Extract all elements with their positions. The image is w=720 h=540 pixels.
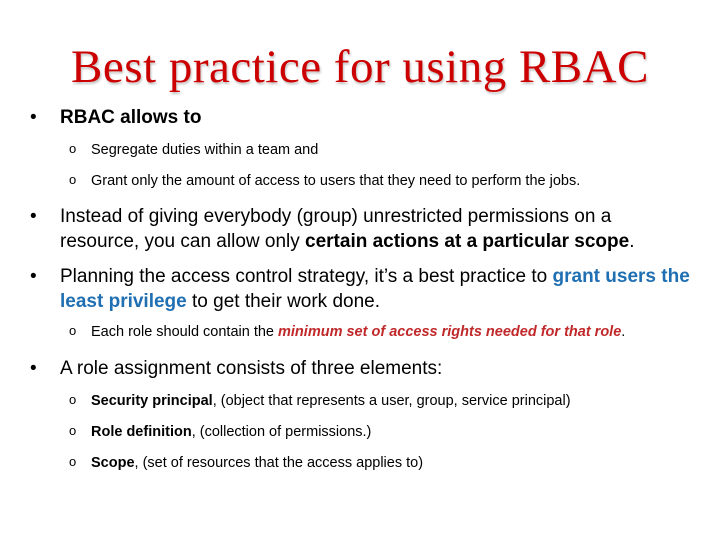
bullet-dot: • — [30, 266, 37, 287]
slide-title: Best practice for using RBAC — [71, 41, 649, 93]
bullet-planning — [30, 264, 695, 314]
bullet-text: RBAC allows to — [60, 107, 202, 128]
sub-bullet-bold: Role definition — [91, 424, 192, 440]
bullet-rbac-allows — [30, 105, 700, 130]
sub-bullet-scope — [69, 453, 711, 473]
sub-bullet-emphasis: minimum set of access rights needed for that role — [278, 324, 622, 340]
bullet-role-assignment — [30, 356, 700, 381]
bullet-dot: • — [30, 107, 37, 128]
sub-bullet-marker: o — [69, 323, 77, 338]
bullet-blue-text: grant users the least privilege — [60, 266, 690, 312]
sub-bullet-text: Segregate duties within a team and — [91, 142, 319, 158]
sub-bullet-text: , (set of resources that the access applies to) — [134, 455, 424, 471]
sub-bullet-text: Each role should contain the — [91, 324, 279, 340]
sub-bullet-role-definition — [69, 422, 711, 442]
sub-bullet-text: , (object that represents a user, group, service principal) — [212, 393, 571, 409]
bullet-text: A role assignment consists of three elements: — [60, 358, 443, 379]
sub-bullet-text: Grant only the amount of access to users that they need to perform the jobs. — [91, 173, 581, 189]
bullet-instead — [30, 204, 660, 254]
sub-bullet-marker: o — [69, 141, 77, 156]
bullet-text: Instead of giving everybody (group) unrestricted permissions on a resource, you can allow only — [60, 206, 612, 252]
sub-bullet-marker: o — [69, 392, 77, 407]
sub-bullet-segregate — [69, 140, 711, 160]
bullet-dot: • — [30, 206, 37, 227]
sub-bullet-marker: o — [69, 423, 77, 438]
sub-bullet-marker: o — [69, 454, 77, 469]
sub-bullet-text-end: . — [621, 324, 626, 340]
sub-bullet-grant — [69, 171, 711, 191]
bullet-dot: • — [30, 358, 37, 379]
sub-bullet-bold: Scope — [91, 455, 135, 471]
sub-bullet-marker: o — [69, 172, 77, 187]
sub-bullet-each-role — [69, 322, 711, 342]
bullet-text-end: . — [629, 231, 635, 252]
sub-bullet-bold: Security principal — [91, 393, 213, 409]
bullet-bold-text: certain actions at a particular scope — [305, 231, 630, 252]
bullet-text: Planning the access control strategy, it’s a best practice to — [60, 266, 553, 287]
sub-bullet-security-principal — [69, 391, 711, 411]
sub-bullet-text: , (collection of permissions.) — [191, 424, 372, 440]
bullet-text-end: to get their work done. — [186, 291, 381, 312]
